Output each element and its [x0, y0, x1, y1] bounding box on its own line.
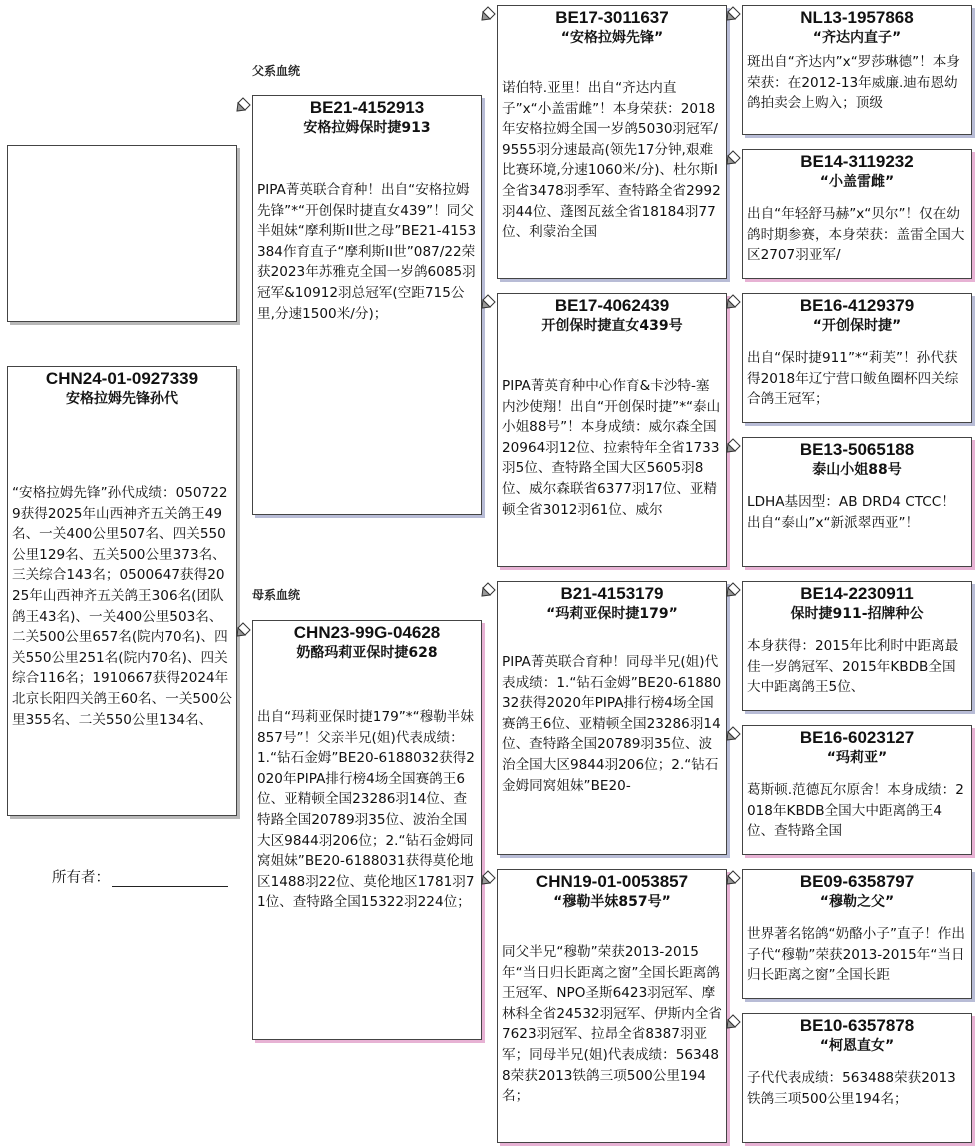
dam-dam-name: “穆勒半妹857号”: [553, 894, 671, 910]
edit-pencil-icon[interactable]: [726, 294, 741, 309]
subject-ring-number: CHN24-01-0927339: [45, 369, 199, 388]
dam-dam-sire-description: 世界著名铭鸽“奶酪小子”直子！作出子代“穆勒”荣获2013-2015年“当日归长距离之窗”全国长距: [747, 926, 965, 984]
edit-pencil-icon[interactable]: [481, 6, 496, 21]
dam-dam-dam-ring-number: BE10-6357878: [799, 1016, 915, 1035]
dam-name: 奶酪玛莉亚保时捷628: [296, 645, 438, 661]
dam-sire-dam-description: 葛斯顿.范德瓦尔原舍！本身成绩：2018年KBDB全国大中距离鸽王4位、查特路全国: [747, 782, 964, 840]
dam-dam-sire-name: “穆勒之父”: [819, 894, 895, 910]
dam-description: 出自“玛莉亚保时捷179”*“穆勒半妹857号”！父亲半兄(姐)代表成绩：1.“钻石金姆”BE20-6188032获得2020年PIPA排行榜4场全国赛鸽王6位、亚精顿全国23286羽14位、查特路全国20789羽35位、波治全国大区9844羽206位；2.“钻石金姆同窝姐妹”BE20-6188031获得莫伦地区1488羽22位、莫伦地区1781羽71位、查特路全国15322羽224位；: [257, 709, 475, 911]
sire-dam-dam-card: [742, 437, 972, 567]
sire-sire-dam-ring-number: BE14-3119232: [800, 152, 914, 171]
dam-sire-sire-ring-number: BE14-2230911: [800, 584, 914, 603]
edit-pencil-icon[interactable]: [481, 582, 496, 597]
edit-pencil-icon[interactable]: [726, 150, 741, 165]
dam-dam-sire-ring-number: BE09-6358797: [799, 872, 915, 891]
sire-card: [252, 95, 482, 515]
dam-sire-card: [497, 581, 727, 855]
subject-card: [7, 366, 237, 816]
edit-pencil-icon[interactable]: [726, 726, 741, 741]
sire-sire-sire-card: [742, 5, 972, 135]
sire-dam-sire-name: “开创保时捷”: [812, 318, 902, 334]
sire-dam-dam-ring-number: BE13-5065188: [799, 440, 915, 459]
owner-label: 所有者：: [52, 870, 110, 886]
dam-ring-number: CHN23-99G-04628: [293, 623, 441, 642]
dam-sire-sire-name: 保时捷911-招牌种公: [790, 606, 924, 622]
edit-pencil-icon[interactable]: [726, 438, 741, 453]
dam-dam-card: [497, 869, 727, 1143]
subject-name: 安格拉姆先锋孙代: [66, 391, 178, 407]
edit-pencil-icon[interactable]: [726, 870, 741, 885]
sire-sire-name: “安格拉姆先锋”: [560, 30, 664, 46]
edit-pencil-icon[interactable]: [726, 6, 741, 21]
dam-sire-description: PIPA菁英联合育种！同母半兄(姐)代表成绩：1.“钻石金姆”BE20-6188032获得2020年PIPA排行榜4场全国赛鸽王6位、亚精顿全国23286羽14位、查特路全国20789羽35位、波治全国大区9844羽206位；2.“钻石金姆同窝姐妹”BE20-: [502, 654, 722, 794]
sire-sire-card: [497, 5, 727, 279]
edit-pencil-icon[interactable]: [236, 622, 251, 637]
sire-sire-sire-ring-number: NL13-1957868: [800, 8, 914, 27]
photo-frame: [7, 145, 237, 322]
owner-field: [52, 866, 228, 887]
dam-dam-ring-number: CHN19-01-0053857: [535, 872, 689, 891]
sire-sire-dam-name: “小盖雷雌”: [819, 174, 895, 190]
sire-sire-dam-description: 出自“年轻舒马赫”x“贝尔”！仅在幼鸽时期参赛，本身荣获：盖雷全国大区2707羽亚军/: [747, 206, 965, 264]
sire-dam-dam-description: LDHA基因型：AB DRD4 CTCC！出自“泰山”x“新派翠西亚”！: [747, 494, 955, 531]
edit-pencil-icon[interactable]: [726, 1014, 741, 1029]
dam-sire-dam-name: “玛莉亚”: [826, 750, 888, 766]
sire-dam-sire-card: [742, 293, 972, 423]
sire-name: 安格拉姆保时捷913: [303, 120, 431, 136]
edit-pencil-icon[interactable]: [481, 294, 496, 309]
sire-line-label: 父系血统: [252, 64, 301, 78]
sire-dam-description: PIPA菁英育种中心作育&卡沙特-塞内沙使翔！出自“开创保时捷”*“泰山小姐88号”！本身成绩：威尔森全国20964羽12位、拉索特年全省1733羽5位、查特路全国大区5605羽8位、威尔森联省6377羽17位、亚精顿全省3012羽61位、威尔: [502, 378, 721, 518]
sire-sire-sire-name: “齐达内直子”: [812, 30, 902, 46]
dam-line-label: 母系血统: [252, 588, 301, 602]
dam-dam-dam-description: 子代代表成绩：563488荣获2013铁鸽三项500公里194名；: [747, 1070, 956, 1107]
dam-sire-name: “玛莉亚保时捷179”: [546, 606, 678, 622]
dam-sire-dam-ring-number: BE16-6023127: [799, 728, 915, 747]
dam-card: [252, 620, 482, 1040]
edit-pencil-icon[interactable]: [726, 582, 741, 597]
owner-signature-line[interactable]: [112, 870, 228, 887]
sire-sire-description: 诺伯特.亚里！出自“齐达内直子”x“小盖雷雌”！本身荣获：2018年安格拉姆全国一岁鸽5030羽冠军/9555羽分速最高(领先17分钟,艰难比赛环境,分速1060米/分)、杜尔斯I全省3478羽季军、查特路全省2992羽44位、蓬图瓦兹全省18184羽77位、利蒙治全国: [502, 80, 721, 241]
dam-sire-dam-card: [742, 725, 972, 855]
sire-sire-dam-card: [742, 149, 972, 279]
sire-sire-sire-description: 斑出自“齐达内”x“罗莎琳德”！本身荣获：在2012-13年威廉.迪布恩幼鸽拍卖会上购入；顶级: [747, 54, 960, 112]
dam-dam-sire-card: [742, 869, 972, 999]
sire-dam-ring-number: BE17-4062439: [554, 296, 670, 315]
dam-dam-description: 同父半兄“穆勒”荣获2013-2015年“当日归长距离之窗”全国长距离鸽王冠军、NPO圣斯6423羽冠军、摩林科全省24532羽冠军、伊斯内全省7623羽冠军、拉昂全省8387羽亚军；同母半兄(姐)代表成绩：563488荣获2013铁鸽三项500公里194名；: [502, 944, 722, 1105]
sire-sire-ring-number: BE17-3011637: [555, 8, 669, 27]
subject-description: “安格拉姆先锋”孙代成绩：0507229获得2025年山西神齐五关鸽王49名、一关400公里507名、四关550公里129名、五关500公里373名、三关综合143名；0500647获得2025年山西神齐五关鸽王306名(团队鸽王43名)、一关400公里503名、二关500公里657名(院内70名)、四关550公里251名(院内70名)、四关综合116名；1910667获得2024年北京长阳四关鸽王60名、一关500公里355名、二关550公里134名、: [12, 485, 232, 728]
dam-sire-sire-description: 本身获得：2015年比利时中距离最佳一岁鸽冠军、2015年KBDB全国大中距离鸽王5位、: [747, 638, 959, 696]
sire-dam-dam-name: 泰山小姐88号: [812, 462, 902, 478]
edit-pencil-icon[interactable]: [236, 97, 251, 112]
sire-dam-sire-ring-number: BE16-4129379: [799, 296, 915, 315]
dam-dam-dam-name: “柯恩直女”: [819, 1038, 895, 1054]
sire-dam-sire-description: 出自“保时捷911”*“莉芙”！孙代获得2018年辽宁营口鲅鱼圈杯四关综合鸽王冠军；: [747, 350, 959, 408]
sire-description: PIPA菁英联合育种！出自“安格拉姆先锋”*“开创保时捷直女439”！同父半姐妹“摩利斯II世之母”BE21-4153384作育直子“摩利斯II世”087/22荣获2023年苏雅克全国一岁鸽6085羽冠军&10912羽总冠军(空距715公里,分速1500米/分)；: [257, 182, 477, 322]
dam-sire-ring-number: B21-4153179: [560, 584, 664, 603]
edit-pencil-icon[interactable]: [481, 870, 496, 885]
dam-sire-sire-card: [742, 581, 972, 711]
dam-dam-dam-card: [742, 1013, 972, 1143]
sire-dam-card: [497, 293, 727, 567]
sire-dam-name: 开创保时捷直女439号: [541, 318, 683, 334]
sire-ring-number: BE21-4152913: [309, 98, 425, 117]
